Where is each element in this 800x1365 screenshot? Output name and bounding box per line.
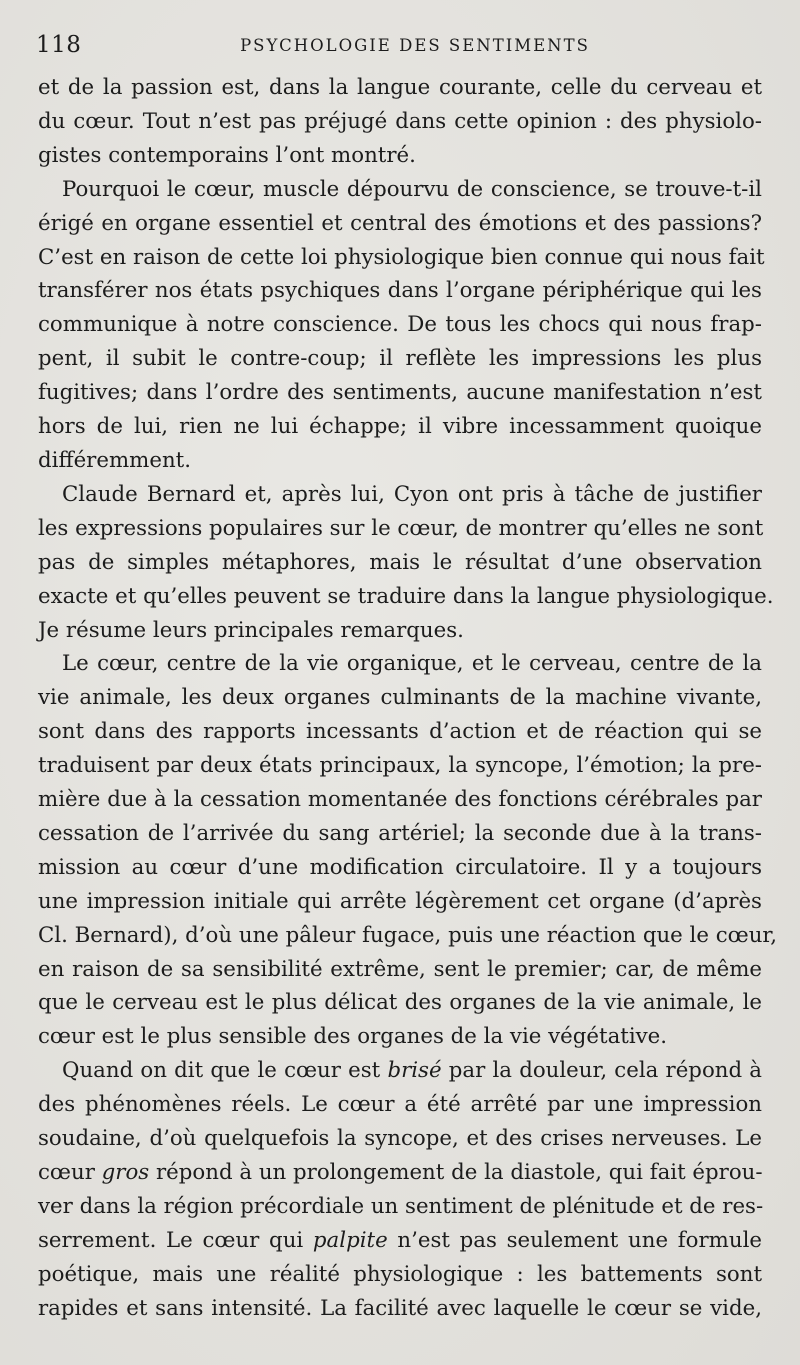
text-line: fugitives; dans l’ordre des sentiments, aucune manifestation n’est [38,380,762,406]
text-line: érigé en organe essentiel et central des émotions et des passions? [38,210,762,236]
text-line: ver dans la région précordiale un sentiment de plénitude et de res- [38,1193,764,1219]
paragraph [38,71,762,173]
text-line: communique à notre conscience. De tous les chocs qui nous frap- [38,312,762,338]
emphasized-word: gros [101,1160,150,1185]
text-line: rapides et sans intensité. La facilité avec laquelle le cœur se vide, [38,1295,762,1321]
text-line: les expressions populaires sur le cœur, de montrer qu’elles ne sont [38,515,764,541]
text-line: C’est en raison de cette loi physiologique bien connue qui nous fait [38,244,765,270]
text-line: gistes contemporains l’ont montré. [38,142,416,168]
text-line: serrement. Le cœur qui palpite n’est pas seulement une formule [38,1227,762,1253]
text-line: hors de lui, rien ne lui échappe; il vibre incessamment quoique [38,414,762,440]
text-line: mière due à la cessation momentanée des fonctions cérébrales par [38,787,762,813]
paragraph [38,1054,762,1325]
text-line: soudaine, d’où quelquefois la syncope, et des crises nerveuses. Le [38,1126,762,1152]
page-number: 118 [36,32,82,58]
text-line: pent, il subit le contre-coup; il reflète les impressions les plus [38,346,762,372]
text-line: et de la passion est, dans la langue courante, celle du cerveau et [38,75,762,100]
text-line: Pourquoi le cœur, muscle dépourvu de conscience, se trouve-t-il [62,176,762,202]
text-line: du cœur. Tout n’est pas préjugé dans cette opinion : des physiolo- [38,108,762,134]
text-line: pas de simples métaphores, mais le résultat d’une observation [38,549,762,575]
page-header [36,32,764,62]
emphasized-word: brisé [387,1058,442,1084]
text-line: transférer nos états psychiques dans l’organe périphérique qui les [38,278,762,304]
text-line: Quand on dit que le cœur est brisé par la douleur, cela répond à [62,1058,762,1084]
text-line: Je résume leurs principales remarques. [38,617,464,643]
text-line: poétique, mais une réalité physiologique : les battements sont [38,1261,762,1287]
running-title: PSYCHOLOGIE DES SENTIMENTS [240,36,590,55]
text-line: différemment. [38,447,191,473]
paragraph [38,647,778,1054]
text-line: Cl. Bernard), d’où une pâleur fugace, puis une réaction que le cœur, [38,922,778,948]
text-line: vie animale, les deux organes culminants de la machine vivante, [38,685,762,711]
text-line: que le cerveau est le plus délicat des organes de la vie animale, le [38,990,762,1016]
text-line: cessation de l’arrivée du sang artériel; la seconde due à la trans- [38,820,762,846]
text-line: Le cœur, centre de la vie organique, et le cerveau, centre de la [62,651,762,677]
text-line: cœur gros répond à un prolongement de la diastole, qui fait éprou- [38,1160,763,1185]
paragraph [38,173,765,478]
text-line: mission au cœur d’une modification circulatoire. Il y a toujours [38,854,762,880]
text-line: des phénomènes réels. Le cœur a été arrêté par une impression [38,1092,762,1118]
text-line: cœur est le plus sensible des organes de la vie végétative. [38,1024,668,1050]
text-line: sont dans des rapports incessants d’action et de réaction qui se [38,719,762,745]
body-text [38,71,778,1326]
emphasized-word: palpite [312,1227,388,1253]
text-line: Claude Bernard et, après lui, Cyon ont pris à tâche de justifier [62,481,762,507]
text-line: traduisent par deux états principaux, la syncope, l’émotion; la pre- [38,753,762,779]
text-line: en raison de sa sensibilité extrême, sent le premier; car, de même [38,956,762,982]
text-line: exacte et qu’elles peuvent se traduire dans la langue physiologique. [38,583,774,609]
text-line: une impression initiale qui arrête légèrement cet organe (d’après [38,888,762,914]
paragraph [38,478,774,648]
